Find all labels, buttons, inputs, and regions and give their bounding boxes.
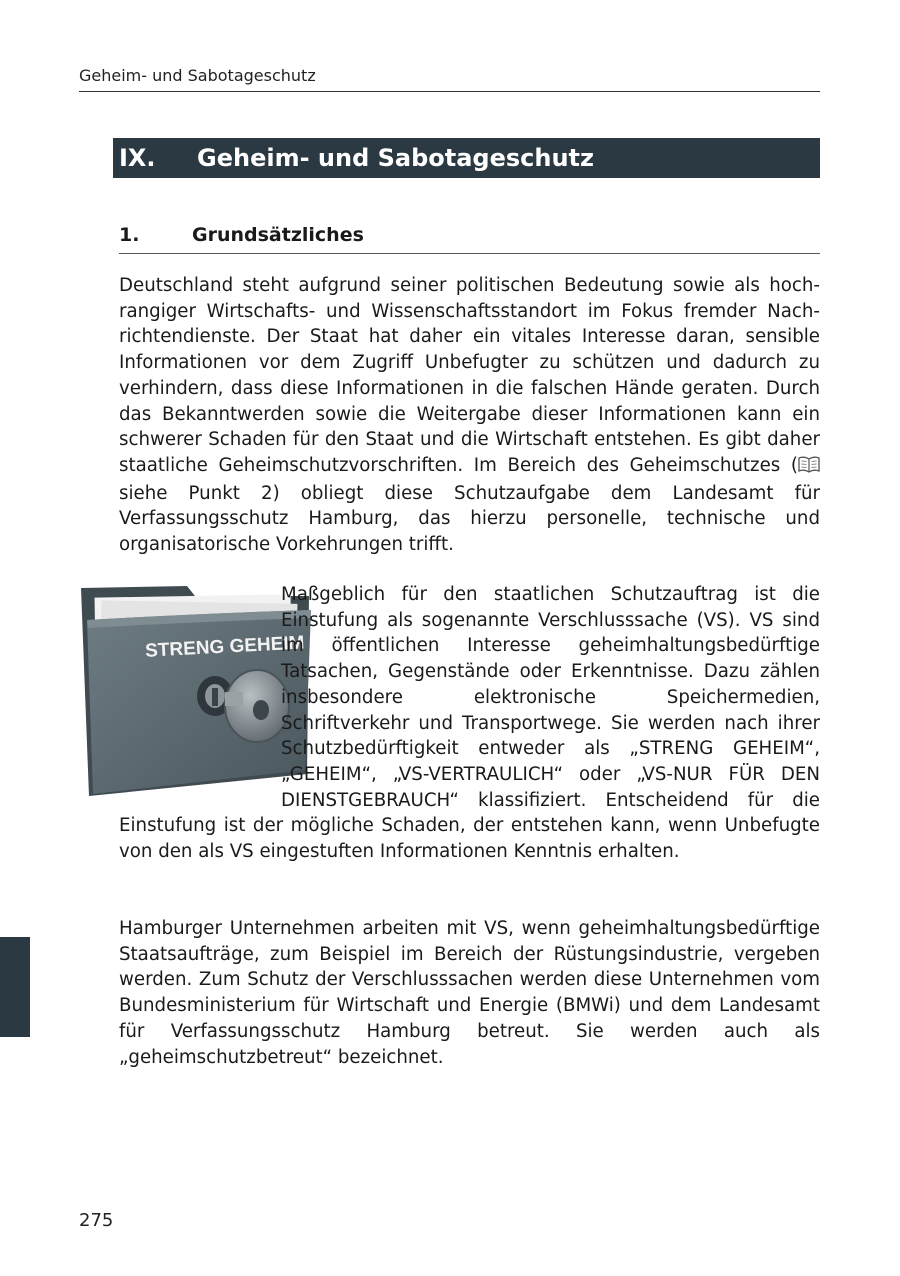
chapter-heading [113, 138, 820, 178]
section-number: 1. [119, 224, 140, 246]
paragraph-classification: Maßgeblich für den staatlichen Schutzauftrag ist die Einstufung als sogenannte Verschlusssache (VS). VS sind im öffentlichen Interesse geheimhaltungsbedürftige Tatsachen, Gegenstände oder Erkenntnisse. Dazu zählen insbesondere elektronische Speichermedien, Schriftverkehr und Transportwege. Sie werden nach ihrer Schutzbedürftigkeit entweder als „STRENG GEHEIM“, „GEHEIM“, „VS-VERTRAULICH“ oder „VS-NUR FÜR DEN DIENSTGEBRAUCH“ klassifiziert. Entscheidend für die Einstufung ist der mögliche Schaden, der entstehen kann, wenn Unbefugte von den als VS eingestuften Informationen Kenntnis erhalten. [119, 584, 820, 863]
section-title: Grundsätzliches [192, 224, 364, 246]
section-heading [119, 222, 820, 254]
paragraph-intro-part1: Deutschland steht aufgrund seiner politischen Bedeutung sowie als hochrangiger Wirtschafts- und Wissenschaftsstandort im Fokus fremder Nachrichtendienste. Der Staat hat daher ein vitales Interesse daran, sensible Informationen vor dem Zugriff Unbefugter zu schützen und dadurch zu verhindern, dass diese Informationen in die falschen Hände geraten. Durch das Bekanntwerden sowie die Weitergabe dieser Informationen kann ein schwerer Schaden für den Staat und die Wirtschaft entstehen. Es gibt daher staatliche Geheimschutzvorschriften. Im Bereich des Geheimschutzes ( [119, 275, 820, 476]
locked-folder-icon [79, 584, 305, 804]
chapter-side-tab [0, 937, 30, 1037]
page-number: 275 [79, 1210, 114, 1231]
chapter-number: IX. [119, 144, 156, 172]
book-icon [798, 455, 820, 481]
paragraph-companies: Hamburger Unternehmen arbeiten mit VS, wenn geheimhaltungsbedürftige Staatsaufträge, zum Beispiel im Bereich der Rüstungsindustrie, vergeben werden. Zum Schutz der Verschlusssachen werden diese Unternehmen vom Bundesministerium für Wirtschaft und Energie (BMWi) und dem Landesamt für Verfassungsschutz Hamburg betreut. Sie werden auch als „geheimschutzbetreut“ bezeichnet. [119, 918, 820, 1068]
chapter-title: Geheim- und Sabotageschutz [197, 144, 594, 172]
paragraph-intro [119, 273, 820, 558]
folder-label: STRENG GEHEIM [144, 632, 305, 662]
running-header: Geheim- und Sabotageschutz [79, 66, 820, 92]
paragraph-intro-part2: siehe Punkt 2) obliegt diese Schutzaufgabe dem Landesamt für Verfassungsschutz Hamburg, das hierzu personelle, technische und organisatorische Vorkehrungen trifft. [119, 482, 820, 556]
classification-block [119, 582, 820, 865]
